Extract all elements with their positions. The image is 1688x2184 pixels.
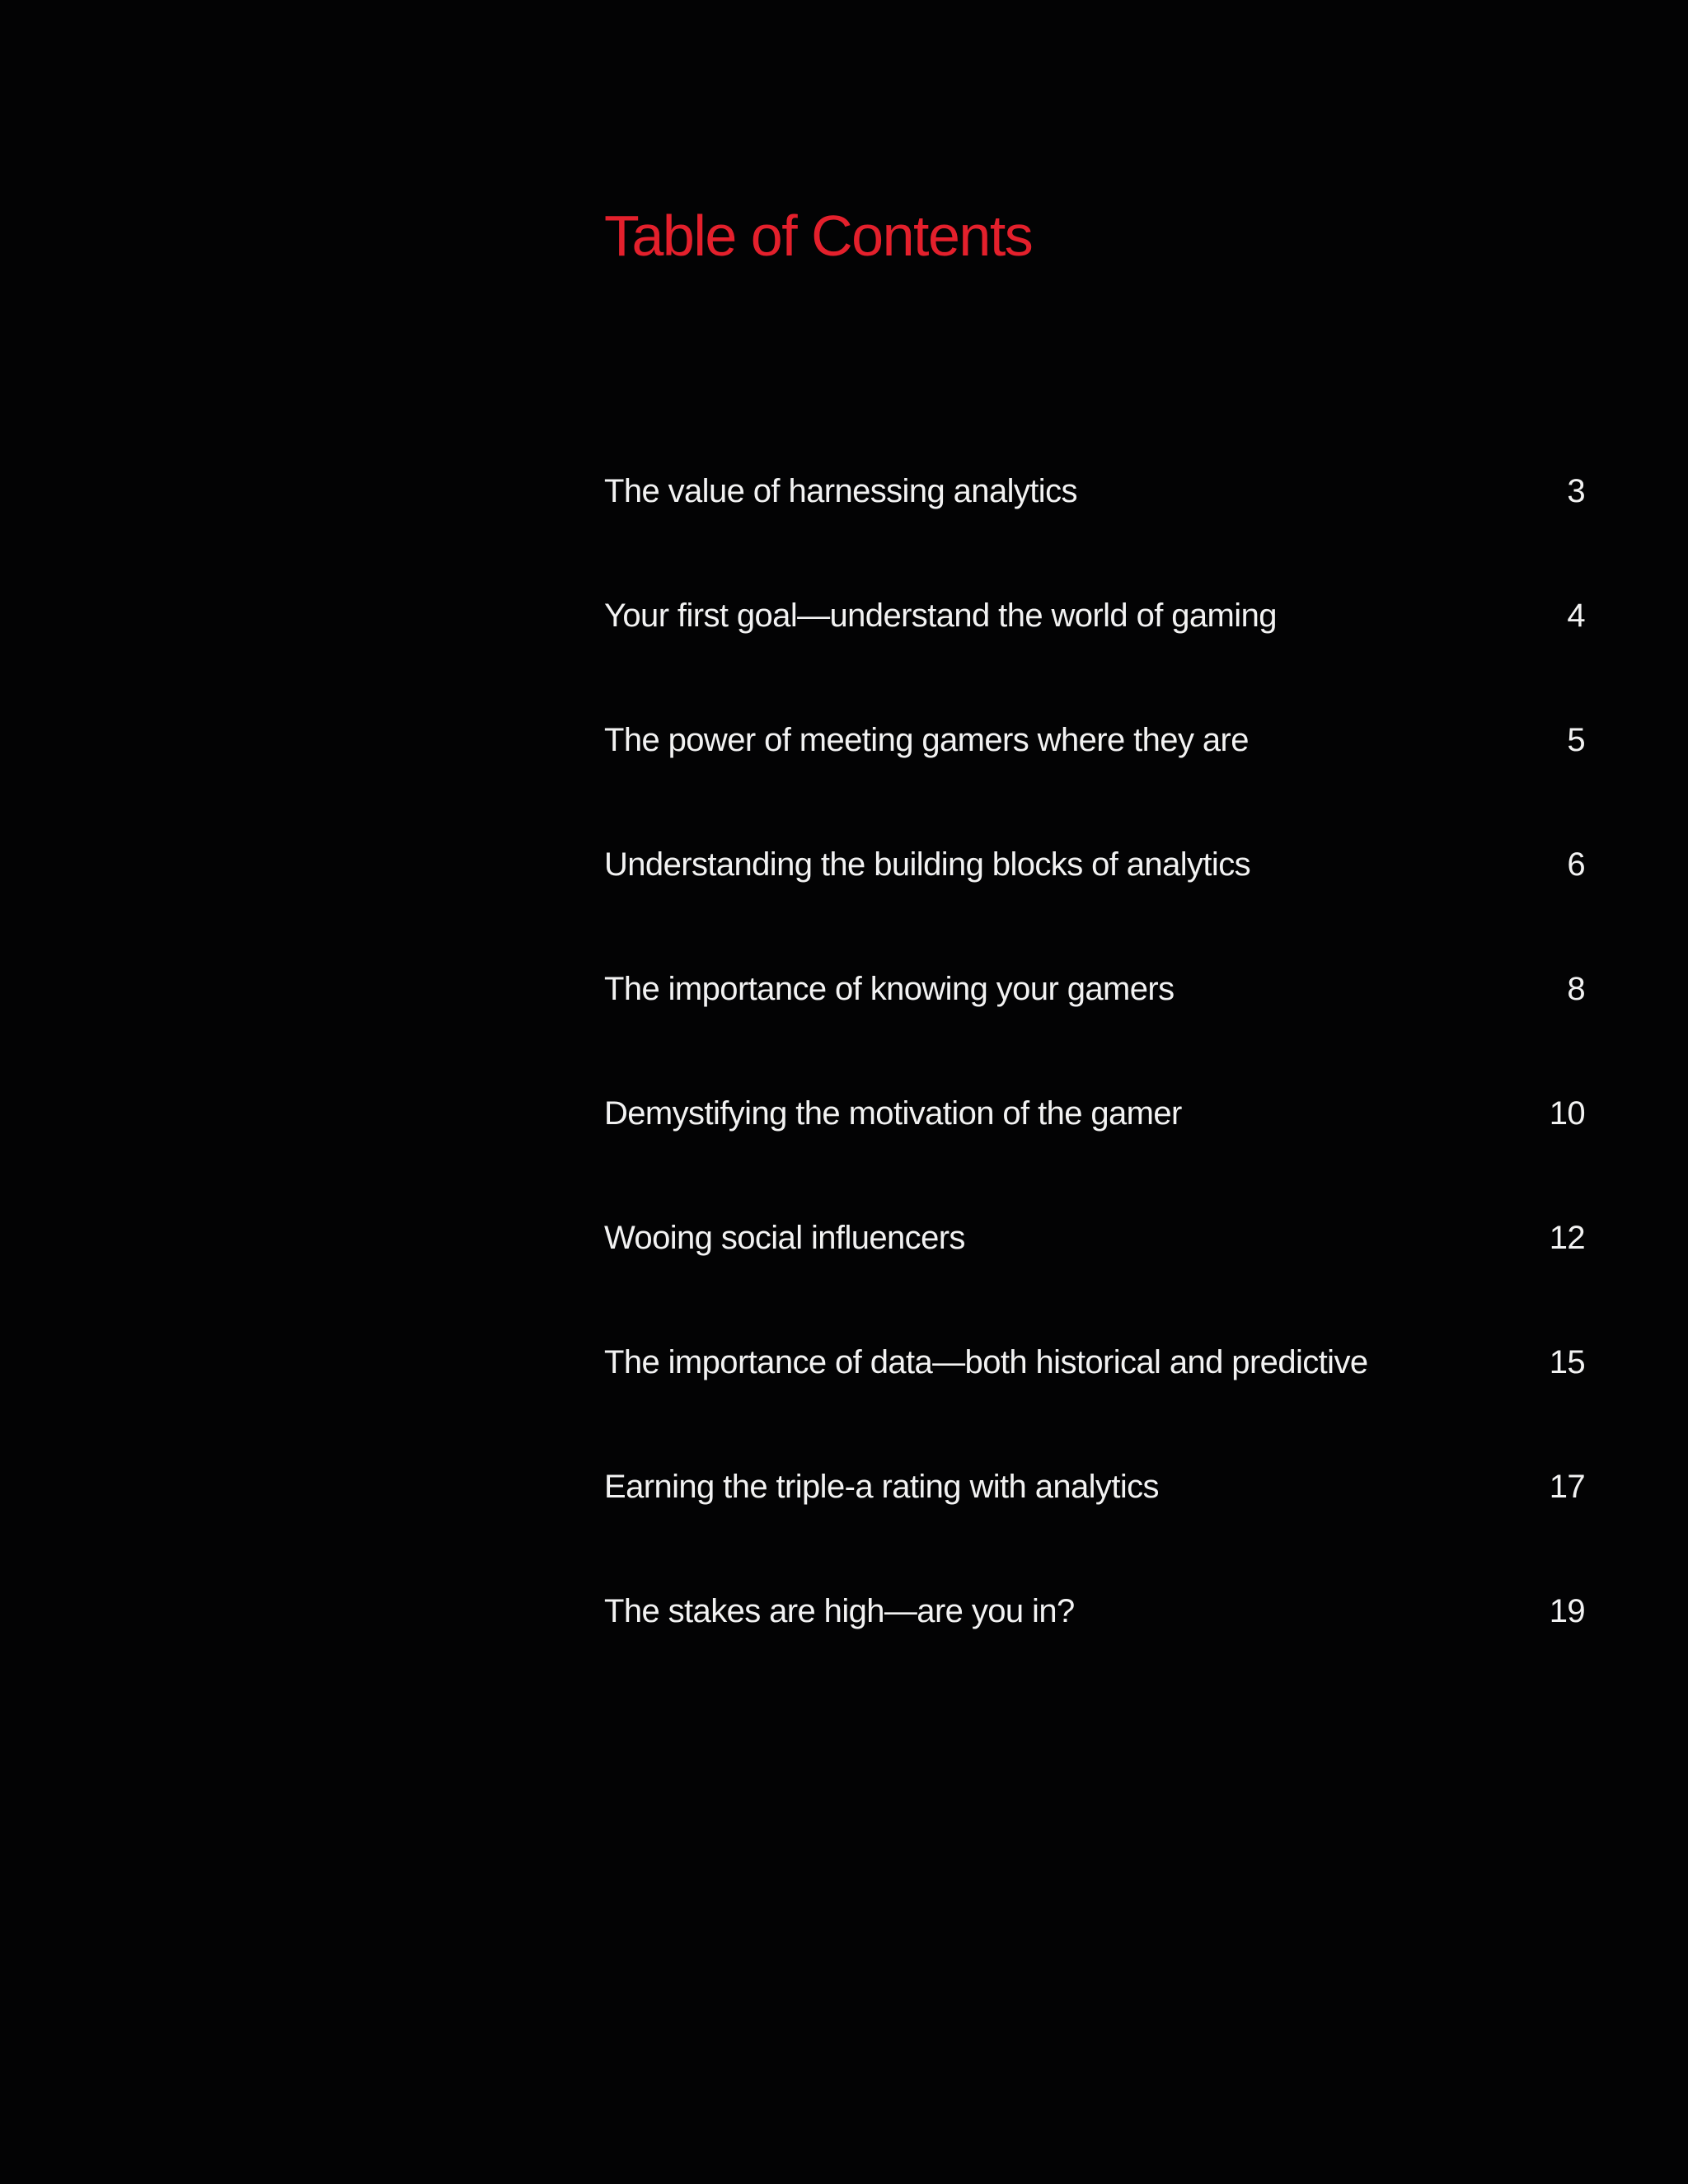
toc-entry[interactable] xyxy=(604,802,1585,926)
toc-entry[interactable] xyxy=(604,1549,1585,1673)
toc-entry-page-number: 6 xyxy=(1567,846,1585,883)
toc-entry-label: Earning the triple-a rating with analytics xyxy=(604,1468,1159,1505)
page-title: Table of Contents xyxy=(604,204,1033,268)
toc-entry[interactable] xyxy=(604,429,1585,553)
toc-entry-page-number: 3 xyxy=(1567,472,1585,509)
toc-entry-page-number: 19 xyxy=(1549,1592,1585,1629)
toc-entry-page-number: 5 xyxy=(1567,721,1585,758)
toc-entry-page-number: 10 xyxy=(1549,1094,1585,1132)
toc-entry[interactable] xyxy=(604,1424,1585,1549)
toc-entry-page-number: 15 xyxy=(1549,1343,1585,1380)
toc-entry[interactable] xyxy=(604,1051,1585,1175)
toc-entry-page-number: 4 xyxy=(1567,597,1585,634)
toc-entry-page-number: 17 xyxy=(1549,1468,1585,1505)
toc-entry-label: Wooing social influencers xyxy=(604,1219,965,1256)
toc-entry-label: Understanding the building blocks of analytics xyxy=(604,846,1251,883)
toc-entry-label: The power of meeting gamers where they are xyxy=(604,721,1249,758)
toc-entry-page-number: 8 xyxy=(1567,970,1585,1007)
toc-entry-label: The value of harnessing analytics xyxy=(604,472,1077,509)
toc-entry-label: The importance of knowing your gamers xyxy=(604,970,1175,1007)
toc-entry-page-number: 12 xyxy=(1549,1219,1585,1256)
toc-entry[interactable] xyxy=(604,1300,1585,1424)
toc-entry-label: Demystifying the motivation of the gamer xyxy=(604,1094,1182,1132)
toc-entry-label: Your first goal—understand the world of gaming xyxy=(604,597,1277,634)
toc-entry[interactable] xyxy=(604,553,1585,677)
toc-entry[interactable] xyxy=(604,926,1585,1051)
toc-entry-label: The importance of data—both historical and predictive xyxy=(604,1343,1368,1380)
toc-entry[interactable] xyxy=(604,677,1585,802)
toc-entry[interactable] xyxy=(604,1175,1585,1300)
toc-entry-label: The stakes are high—are you in? xyxy=(604,1592,1075,1629)
toc-list xyxy=(604,429,1585,1673)
